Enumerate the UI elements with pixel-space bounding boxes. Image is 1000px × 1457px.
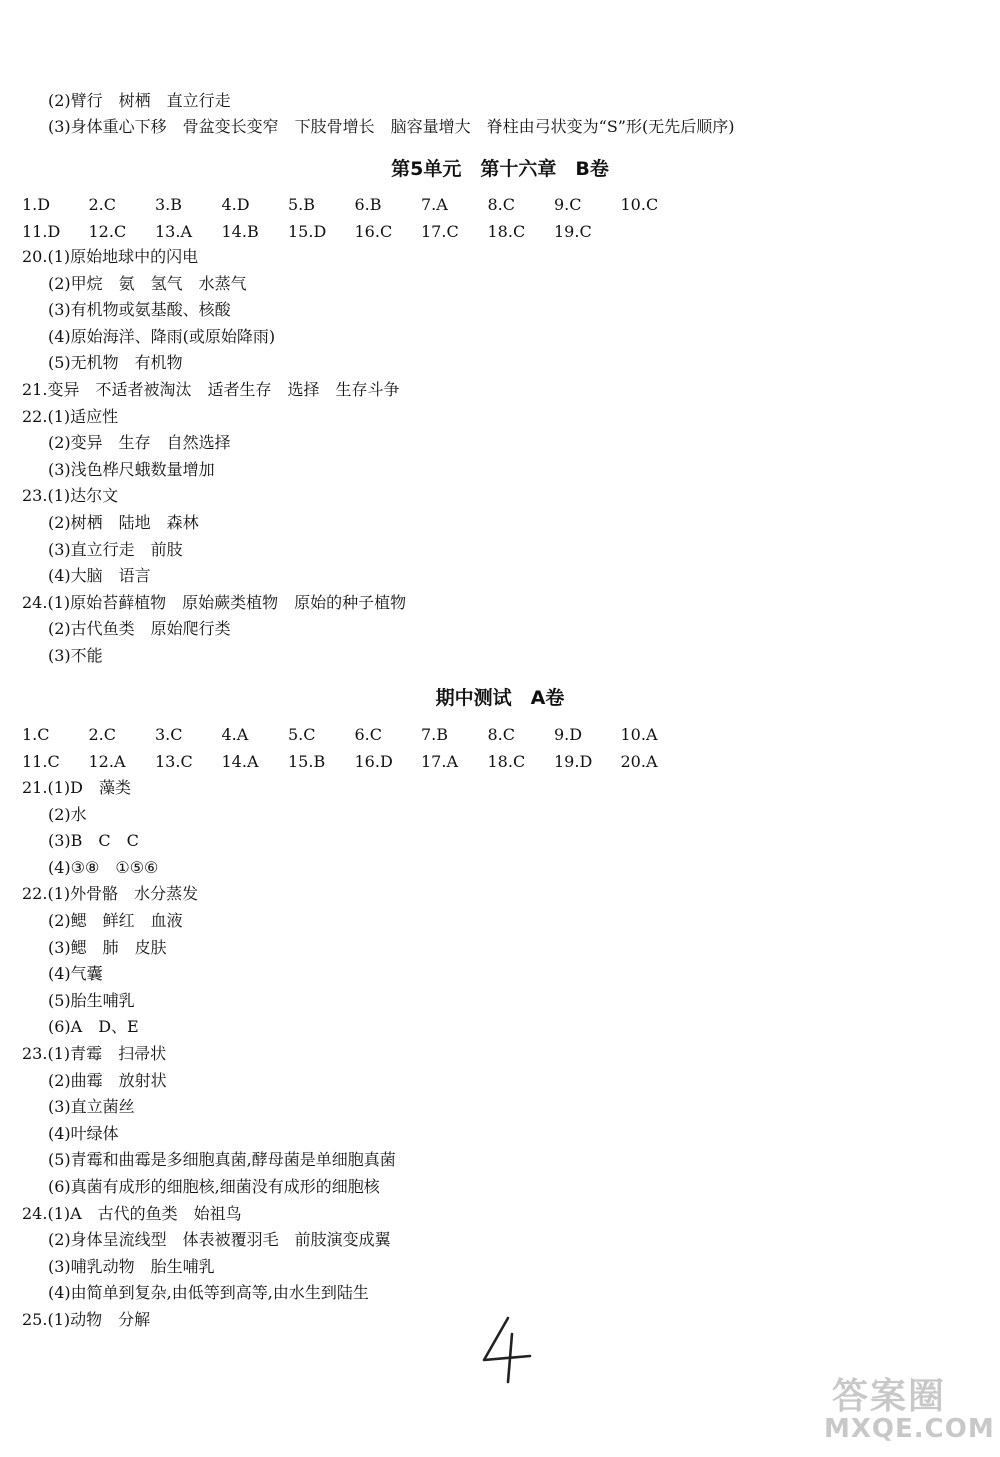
choice-answer: 11.D <box>22 222 61 241</box>
choice-answer: 17.A <box>421 752 458 771</box>
choice-answer: 4.D <box>221 195 250 214</box>
answer-line: (2)鳃 鲜红 血液 <box>48 911 183 930</box>
watermark-url-text: MXQE.COM <box>824 1414 995 1444</box>
answer-line: (3)直立菌丝 <box>48 1097 135 1117</box>
choice-answer: 16.D <box>354 752 393 771</box>
answer-line: (5)青霉和曲霉是多细胞真菌,酵母菌是单细胞真菌 <box>48 1150 396 1170</box>
answer-line: (3)身体重心下移 骨盆变长变窄 下肢骨增长 脑容量增大 脊柱由弓状变为“S”形(无先后顺序) <box>48 117 735 136</box>
answer-line: (5)胎生哺乳 <box>48 990 135 1010</box>
answer-line: (3)有机物或氨基酸、核酸 <box>48 300 231 320</box>
answer-line: (6)A D、E <box>48 1017 139 1037</box>
choice-answer: 10.C <box>620 195 659 214</box>
choice-answer: 12.A <box>88 752 126 771</box>
watermark-logo-text: 答案圈 <box>832 1376 947 1417</box>
answer-line: (4)③⑧ ①⑤⑥ <box>48 857 159 877</box>
choice-answer: 1.D <box>22 195 51 214</box>
answer-line: 25.(1)动物 分解 <box>22 1310 151 1329</box>
choice-answer: 15.B <box>288 752 326 771</box>
answer-line: (4)叶绿体 <box>48 1123 119 1143</box>
choice-answer: 5.C <box>288 725 316 744</box>
answer-line: (2)古代鱼类 原始爬行类 <box>48 619 231 639</box>
choice-answer: 1.C <box>22 725 50 744</box>
choice-answer: 13.A <box>155 222 192 241</box>
answer-line: 24.(1)A 古代的鱼类 始祖鸟 <box>22 1203 242 1223</box>
answer-line: 22.(1)外骨骼 水分蒸发 <box>22 884 199 904</box>
choice-answer: 7.B <box>421 725 449 744</box>
answer-line: 23.(1)青霉 扫帚状 <box>22 1044 167 1063</box>
answer-line: (3)哺乳动物 胎生哺乳 <box>48 1256 215 1276</box>
answer-line: 24.(1)原始苔藓植物 原始蕨类植物 原始的种子植物 <box>22 592 407 612</box>
choice-answer: 11.C <box>22 752 60 771</box>
answer-line: (3)直立行走 前肢 <box>48 539 183 559</box>
choice-answer: 15.D <box>288 222 327 241</box>
answer-line: 22.(1)适应性 <box>22 406 119 426</box>
choice-answer: 2.C <box>88 725 117 744</box>
answer-line: (2)身体呈流线型 体表被覆羽毛 前肢演变成翼 <box>48 1230 391 1250</box>
choice-answer: 20.A <box>620 752 658 771</box>
choice-answer: 2.C <box>88 195 117 214</box>
answer-line: (4)由简单到复杂,由低等到高等,由水生到陆生 <box>48 1283 369 1303</box>
choice-answer: 14.B <box>221 222 259 241</box>
choice-answer: 7.A <box>421 195 448 214</box>
choice-answer: 16.C <box>354 222 393 241</box>
choice-answer: 19.C <box>554 222 592 241</box>
answer-line: (3)浅色桦尺蛾数量增加 <box>48 459 215 479</box>
choice-answer: 19.D <box>554 752 593 771</box>
answer-line: (2)甲烷 氨 氢气 水蒸气 <box>48 273 247 293</box>
choice-answer: 10.A <box>620 725 658 744</box>
answer-line: (2)臂行 树栖 直立行走 <box>48 91 231 110</box>
choice-answer: 8.C <box>487 725 516 744</box>
answer-line: (3)不能 <box>48 646 103 665</box>
choice-answer: 12.C <box>88 222 127 241</box>
answer-line: (2)树栖 陆地 森林 <box>48 513 199 532</box>
choice-answer: 18.C <box>487 222 526 241</box>
choice-answer: 8.C <box>487 195 516 214</box>
answer-line: 21.(1)D 藻类 <box>22 778 131 797</box>
choice-answer: 6.C <box>354 725 383 744</box>
choice-answer: 14.A <box>221 752 259 771</box>
answer-line: (4)气囊 <box>48 964 103 984</box>
choice-answer: 13.C <box>155 752 193 771</box>
choice-answer: 18.C <box>487 752 526 771</box>
answer-line: (5)无机物 有机物 <box>48 353 183 373</box>
choice-answer: 3.B <box>155 195 183 214</box>
answer-line: (4)大脑 语言 <box>48 566 151 586</box>
site-watermark <box>820 1368 995 1452</box>
answer-line: (2)水 <box>48 804 87 824</box>
handwritten-four-icon <box>478 1312 538 1384</box>
choice-answer: 6.B <box>354 195 382 214</box>
answer-line: (4)原始海洋、降雨(或原始降雨) <box>48 326 276 346</box>
handwritten-page-number <box>478 1312 538 1384</box>
answer-line: 23.(1)达尔文 <box>22 486 119 506</box>
choice-answer: 9.C <box>554 195 582 214</box>
answer-line: (2)变异 生存 自然选择 <box>48 433 231 453</box>
answer-line: 21.变异 不适者被淘汰 适者生存 选择 生存斗争 <box>22 380 400 399</box>
section-heading-unit5-b: 第5单元 第十六章 B卷 <box>391 158 609 180</box>
answer-line: (3)B C C <box>48 831 139 851</box>
choice-answer: 4.A <box>221 725 249 744</box>
answer-line: (3)鳃 肺 皮肤 <box>48 937 167 957</box>
answer-line: (6)真菌有成形的细胞核,细菌没有成形的细胞核 <box>48 1177 380 1196</box>
answer-line: 20.(1)原始地球中的闪电 <box>22 247 199 266</box>
section-heading-midterm-a: 期中测试 A卷 <box>435 687 565 709</box>
choice-answer: 3.C <box>155 725 183 744</box>
answer-line: (2)曲霉 放射状 <box>48 1070 167 1090</box>
choice-answer: 9.D <box>554 725 583 744</box>
choice-answer: 17.C <box>421 222 459 241</box>
choice-answer: 5.B <box>288 195 316 214</box>
